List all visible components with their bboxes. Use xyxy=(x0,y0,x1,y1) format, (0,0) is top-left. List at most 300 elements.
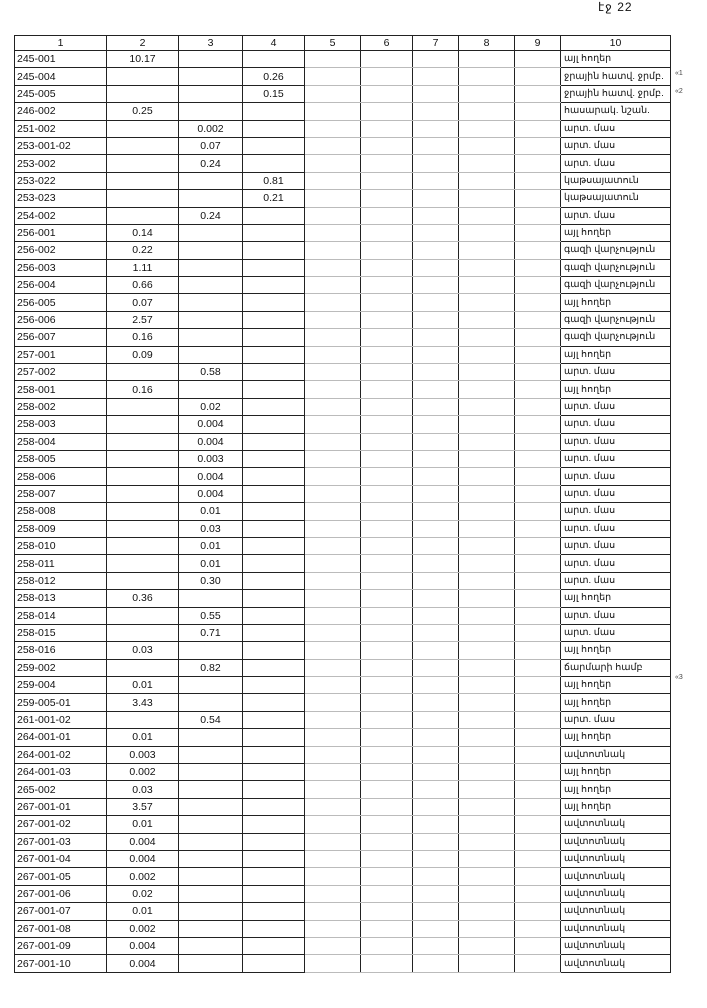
land-use-cell: ավտոտնակ xyxy=(561,746,671,763)
area-cell: 0.58 xyxy=(179,364,243,381)
area-cell xyxy=(413,259,459,276)
area-cell xyxy=(179,746,243,763)
area-cell xyxy=(361,207,413,224)
area-cell xyxy=(243,764,305,781)
area-cell xyxy=(305,294,361,311)
area-cell: 3.43 xyxy=(107,694,179,711)
area-cell xyxy=(515,659,561,676)
table-row xyxy=(15,624,671,641)
area-cell xyxy=(107,172,179,189)
area-cell xyxy=(305,224,361,241)
area-cell: 1.11 xyxy=(107,259,179,276)
area-cell xyxy=(179,781,243,798)
area-cell xyxy=(361,520,413,537)
area-cell xyxy=(361,503,413,520)
area-cell xyxy=(179,51,243,68)
area-cell xyxy=(107,85,179,102)
area-cell xyxy=(413,659,459,676)
table-row xyxy=(15,520,671,537)
area-cell: 0.002 xyxy=(107,868,179,885)
table-row xyxy=(15,937,671,954)
area-cell xyxy=(305,520,361,537)
table-row xyxy=(15,816,671,833)
area-cell xyxy=(179,955,243,972)
area-cell xyxy=(515,764,561,781)
area-cell xyxy=(515,381,561,398)
area-cell xyxy=(361,764,413,781)
area-cell: 0.30 xyxy=(179,572,243,589)
area-cell xyxy=(361,537,413,554)
parcel-code-cell: 267-001-04 xyxy=(15,850,107,867)
parcel-code-cell: 267-001-02 xyxy=(15,816,107,833)
margin-mark: «2 xyxy=(675,88,683,95)
table-row xyxy=(15,659,671,676)
parcel-code-cell: 259-004 xyxy=(15,677,107,694)
table-row xyxy=(15,607,671,624)
area-cell xyxy=(515,224,561,241)
area-cell xyxy=(413,868,459,885)
area-cell xyxy=(107,468,179,485)
parcel-code-cell: 258-004 xyxy=(15,433,107,450)
area-cell xyxy=(515,433,561,450)
parcel-code-cell: 264-001-03 xyxy=(15,764,107,781)
area-cell xyxy=(179,764,243,781)
area-cell xyxy=(361,903,413,920)
area-cell xyxy=(107,607,179,624)
area-cell xyxy=(361,311,413,328)
area-cell xyxy=(413,711,459,728)
area-cell: 0.01 xyxy=(179,537,243,554)
area-cell: 0.14 xyxy=(107,224,179,241)
parcel-code-cell: 258-002 xyxy=(15,398,107,415)
table-row xyxy=(15,364,671,381)
area-cell: 0.01 xyxy=(179,555,243,572)
area-cell: 0.22 xyxy=(107,242,179,259)
area-cell xyxy=(413,677,459,694)
area-cell xyxy=(243,294,305,311)
area-cell xyxy=(459,711,515,728)
area-cell xyxy=(459,642,515,659)
land-use-cell: այլ հողեր xyxy=(561,590,671,607)
parcel-code-cell: 253-022 xyxy=(15,172,107,189)
area-cell xyxy=(305,868,361,885)
area-cell xyxy=(459,433,515,450)
area-cell xyxy=(361,920,413,937)
area-cell xyxy=(515,485,561,502)
area-cell xyxy=(413,51,459,68)
land-use-cell: գազի վարչություն xyxy=(561,277,671,294)
area-cell: 0.82 xyxy=(179,659,243,676)
area-cell xyxy=(107,137,179,154)
area-cell xyxy=(413,224,459,241)
area-cell xyxy=(413,798,459,815)
area-cell xyxy=(413,642,459,659)
area-cell xyxy=(459,624,515,641)
area-cell xyxy=(459,781,515,798)
parcel-code-cell: 261-001-02 xyxy=(15,711,107,728)
area-cell: 0.26 xyxy=(243,68,305,85)
column-header: 7 xyxy=(413,36,459,51)
area-cell xyxy=(243,729,305,746)
table-row xyxy=(15,224,671,241)
parcel-code-cell: 258-005 xyxy=(15,450,107,467)
parcel-code-cell: 264-001-02 xyxy=(15,746,107,763)
area-cell: 0.002 xyxy=(179,120,243,137)
area-cell xyxy=(413,537,459,554)
area-cell xyxy=(243,137,305,154)
land-use-cell: արտ. մաս xyxy=(561,155,671,172)
area-cell xyxy=(243,277,305,294)
area-cell xyxy=(305,416,361,433)
column-header: 4 xyxy=(243,36,305,51)
parcel-code-cell: 253-023 xyxy=(15,190,107,207)
area-cell xyxy=(413,764,459,781)
area-cell xyxy=(515,329,561,346)
table-row xyxy=(15,207,671,224)
area-cell xyxy=(361,85,413,102)
parcel-code-cell: 259-005-01 xyxy=(15,694,107,711)
area-cell: 3.57 xyxy=(107,798,179,815)
area-cell xyxy=(413,85,459,102)
area-cell xyxy=(413,781,459,798)
area-cell xyxy=(243,711,305,728)
area-cell xyxy=(361,155,413,172)
area-cell xyxy=(305,277,361,294)
area-cell: 0.55 xyxy=(179,607,243,624)
margin-mark: «3 xyxy=(675,674,683,681)
table-row xyxy=(15,468,671,485)
area-cell xyxy=(305,833,361,850)
area-cell xyxy=(413,520,459,537)
area-cell xyxy=(459,120,515,137)
area-cell xyxy=(243,798,305,815)
parcel-code-cell: 258-003 xyxy=(15,416,107,433)
area-cell xyxy=(515,937,561,954)
area-cell: 0.002 xyxy=(107,920,179,937)
area-cell xyxy=(515,190,561,207)
area-cell xyxy=(107,433,179,450)
land-use-cell: կաթսայատուն xyxy=(561,190,671,207)
area-cell xyxy=(413,416,459,433)
land-use-cell: ավտոտնակ xyxy=(561,903,671,920)
area-cell xyxy=(305,677,361,694)
land-use-cell: արտ. մաս xyxy=(561,537,671,554)
area-cell xyxy=(305,433,361,450)
land-use-cell: արտ. մաս xyxy=(561,450,671,467)
table-row xyxy=(15,259,671,276)
area-cell xyxy=(179,259,243,276)
land-use-cell: ավտոտնակ xyxy=(561,833,671,850)
area-cell xyxy=(305,555,361,572)
area-cell xyxy=(459,746,515,763)
parcel-code-cell: 257-002 xyxy=(15,364,107,381)
area-cell xyxy=(459,816,515,833)
area-cell xyxy=(515,816,561,833)
area-cell xyxy=(243,155,305,172)
area-cell: 0.21 xyxy=(243,190,305,207)
area-cell: 0.01 xyxy=(179,503,243,520)
area-cell xyxy=(243,903,305,920)
land-use-cell: այլ հողեր xyxy=(561,781,671,798)
area-cell xyxy=(515,607,561,624)
parcel-code-cell: 259-002 xyxy=(15,659,107,676)
area-cell xyxy=(305,955,361,972)
area-cell xyxy=(515,503,561,520)
parcel-code-cell: 264-001-01 xyxy=(15,729,107,746)
land-use-cell: արտ. մաս xyxy=(561,207,671,224)
area-cell xyxy=(305,850,361,867)
area-cell xyxy=(243,572,305,589)
area-cell xyxy=(413,450,459,467)
table-row xyxy=(15,51,671,68)
area-cell xyxy=(361,850,413,867)
area-cell xyxy=(515,833,561,850)
area-cell xyxy=(305,311,361,328)
area-cell xyxy=(459,485,515,502)
area-cell xyxy=(413,242,459,259)
parcel-code-cell: 245-005 xyxy=(15,85,107,102)
table-body xyxy=(15,51,671,973)
area-cell xyxy=(305,364,361,381)
area-cell xyxy=(305,51,361,68)
area-cell xyxy=(107,555,179,572)
parcel-code-cell: 245-001 xyxy=(15,51,107,68)
area-cell xyxy=(305,642,361,659)
land-use-cell: արտ. մաս xyxy=(561,137,671,154)
area-cell xyxy=(305,659,361,676)
area-cell: 0.09 xyxy=(107,346,179,363)
area-cell xyxy=(515,450,561,467)
area-cell xyxy=(107,572,179,589)
area-cell xyxy=(515,120,561,137)
area-cell xyxy=(361,607,413,624)
area-cell xyxy=(413,485,459,502)
area-cell xyxy=(515,51,561,68)
area-cell xyxy=(243,937,305,954)
area-cell xyxy=(107,364,179,381)
area-cell xyxy=(361,711,413,728)
area-cell xyxy=(179,816,243,833)
area-cell xyxy=(515,572,561,589)
parcel-code-cell: 258-014 xyxy=(15,607,107,624)
area-cell xyxy=(361,572,413,589)
table-row xyxy=(15,137,671,154)
parcel-code-cell: 258-015 xyxy=(15,624,107,641)
area-cell xyxy=(515,694,561,711)
area-cell xyxy=(413,746,459,763)
area-cell xyxy=(413,329,459,346)
area-cell xyxy=(107,190,179,207)
area-cell xyxy=(361,450,413,467)
area-cell: 0.03 xyxy=(107,781,179,798)
column-header: 8 xyxy=(459,36,515,51)
area-cell xyxy=(361,798,413,815)
table-row xyxy=(15,955,671,972)
area-cell: 0.24 xyxy=(179,207,243,224)
area-cell xyxy=(459,885,515,902)
area-cell xyxy=(243,51,305,68)
table-row xyxy=(15,277,671,294)
parcel-code-cell: 267-001-01 xyxy=(15,798,107,815)
area-cell xyxy=(413,850,459,867)
area-cell: 0.004 xyxy=(179,433,243,450)
area-cell xyxy=(459,242,515,259)
area-cell xyxy=(459,607,515,624)
area-cell xyxy=(459,920,515,937)
area-cell xyxy=(413,68,459,85)
column-header: 10 xyxy=(561,36,671,51)
area-cell xyxy=(179,224,243,241)
parcel-code-cell: 267-001-09 xyxy=(15,937,107,954)
area-cell xyxy=(243,364,305,381)
area-cell: 10.17 xyxy=(107,51,179,68)
area-cell xyxy=(361,51,413,68)
area-cell xyxy=(243,103,305,120)
area-cell xyxy=(459,520,515,537)
area-cell xyxy=(179,850,243,867)
area-cell: 0.02 xyxy=(179,398,243,415)
area-cell xyxy=(459,381,515,398)
table-row xyxy=(15,711,671,728)
land-use-cell: այլ հողեր xyxy=(561,51,671,68)
area-cell xyxy=(179,242,243,259)
area-cell xyxy=(305,485,361,502)
area-cell xyxy=(305,624,361,641)
area-cell: 0.16 xyxy=(107,381,179,398)
area-cell xyxy=(413,503,459,520)
area-cell xyxy=(305,155,361,172)
area-cell: 2.57 xyxy=(107,311,179,328)
area-cell xyxy=(179,85,243,102)
area-cell xyxy=(107,537,179,554)
table-row xyxy=(15,764,671,781)
area-cell: 0.54 xyxy=(179,711,243,728)
area-cell xyxy=(413,364,459,381)
table-row xyxy=(15,398,671,415)
area-cell xyxy=(179,920,243,937)
land-use-cell: ճարմարի համբ xyxy=(561,659,671,676)
area-cell: 0.03 xyxy=(107,642,179,659)
area-cell: 0.16 xyxy=(107,329,179,346)
area-cell xyxy=(459,937,515,954)
area-cell xyxy=(459,850,515,867)
area-cell xyxy=(459,346,515,363)
area-cell xyxy=(413,137,459,154)
parcel-code-cell: 258-016 xyxy=(15,642,107,659)
area-cell xyxy=(413,903,459,920)
area-cell xyxy=(515,711,561,728)
parcel-code-cell: 256-004 xyxy=(15,277,107,294)
area-cell xyxy=(515,868,561,885)
area-cell xyxy=(305,920,361,937)
area-cell xyxy=(515,850,561,867)
land-use-cell: այլ հողեր xyxy=(561,694,671,711)
land-use-cell: արտ. մաս xyxy=(561,555,671,572)
table-row xyxy=(15,729,671,746)
area-cell xyxy=(107,711,179,728)
area-cell xyxy=(243,224,305,241)
parcel-code-cell: 267-001-08 xyxy=(15,920,107,937)
area-cell: 0.07 xyxy=(107,294,179,311)
area-cell xyxy=(361,955,413,972)
area-cell xyxy=(243,485,305,502)
table-row xyxy=(15,903,671,920)
area-cell: 0.004 xyxy=(107,955,179,972)
parcel-code-cell: 267-001-06 xyxy=(15,885,107,902)
area-cell xyxy=(243,555,305,572)
table-row xyxy=(15,781,671,798)
land-use-cell: արտ. մաս xyxy=(561,433,671,450)
area-cell xyxy=(459,677,515,694)
table-row xyxy=(15,120,671,137)
land-use-cell: ջրային հատվ. ջրմբ. xyxy=(561,68,671,85)
area-cell xyxy=(413,607,459,624)
area-cell xyxy=(459,329,515,346)
land-use-cell: ավտոտնակ xyxy=(561,955,671,972)
area-cell xyxy=(459,868,515,885)
area-cell xyxy=(361,729,413,746)
area-cell xyxy=(179,590,243,607)
area-cell xyxy=(107,624,179,641)
area-cell xyxy=(413,155,459,172)
area-cell xyxy=(243,242,305,259)
parcel-code-cell: 258-001 xyxy=(15,381,107,398)
area-cell xyxy=(515,242,561,259)
area-cell xyxy=(305,120,361,137)
area-cell xyxy=(361,555,413,572)
area-cell: 0.25 xyxy=(107,103,179,120)
land-use-cell: ավտոտնակ xyxy=(561,816,671,833)
area-cell xyxy=(413,381,459,398)
area-cell xyxy=(515,555,561,572)
land-use-cell: գազի վարչություն xyxy=(561,259,671,276)
area-cell xyxy=(243,746,305,763)
parcel-code-cell: 258-008 xyxy=(15,503,107,520)
area-cell xyxy=(243,642,305,659)
column-header: 9 xyxy=(515,36,561,51)
table-header-row xyxy=(15,36,671,51)
area-cell: 0.36 xyxy=(107,590,179,607)
area-cell xyxy=(459,224,515,241)
area-cell xyxy=(243,833,305,850)
area-cell xyxy=(305,764,361,781)
area-cell xyxy=(305,607,361,624)
area-cell xyxy=(305,937,361,954)
parcel-code-cell: 258-013 xyxy=(15,590,107,607)
area-cell xyxy=(361,485,413,502)
area-cell: 0.07 xyxy=(179,137,243,154)
area-cell xyxy=(515,277,561,294)
area-cell xyxy=(515,364,561,381)
table-row xyxy=(15,85,671,102)
land-use-cell: այլ հողեր xyxy=(561,381,671,398)
table-row xyxy=(15,746,671,763)
area-cell: 0.02 xyxy=(107,885,179,902)
column-header: 6 xyxy=(361,36,413,51)
table-row xyxy=(15,242,671,259)
table-row xyxy=(15,155,671,172)
area-cell xyxy=(107,485,179,502)
area-cell xyxy=(179,346,243,363)
land-use-cell: այլ հողեր xyxy=(561,346,671,363)
area-cell xyxy=(459,955,515,972)
area-cell: 0.01 xyxy=(107,903,179,920)
column-header: 5 xyxy=(305,36,361,51)
area-cell xyxy=(243,677,305,694)
area-cell xyxy=(361,259,413,276)
area-cell xyxy=(413,937,459,954)
table-row xyxy=(15,68,671,85)
